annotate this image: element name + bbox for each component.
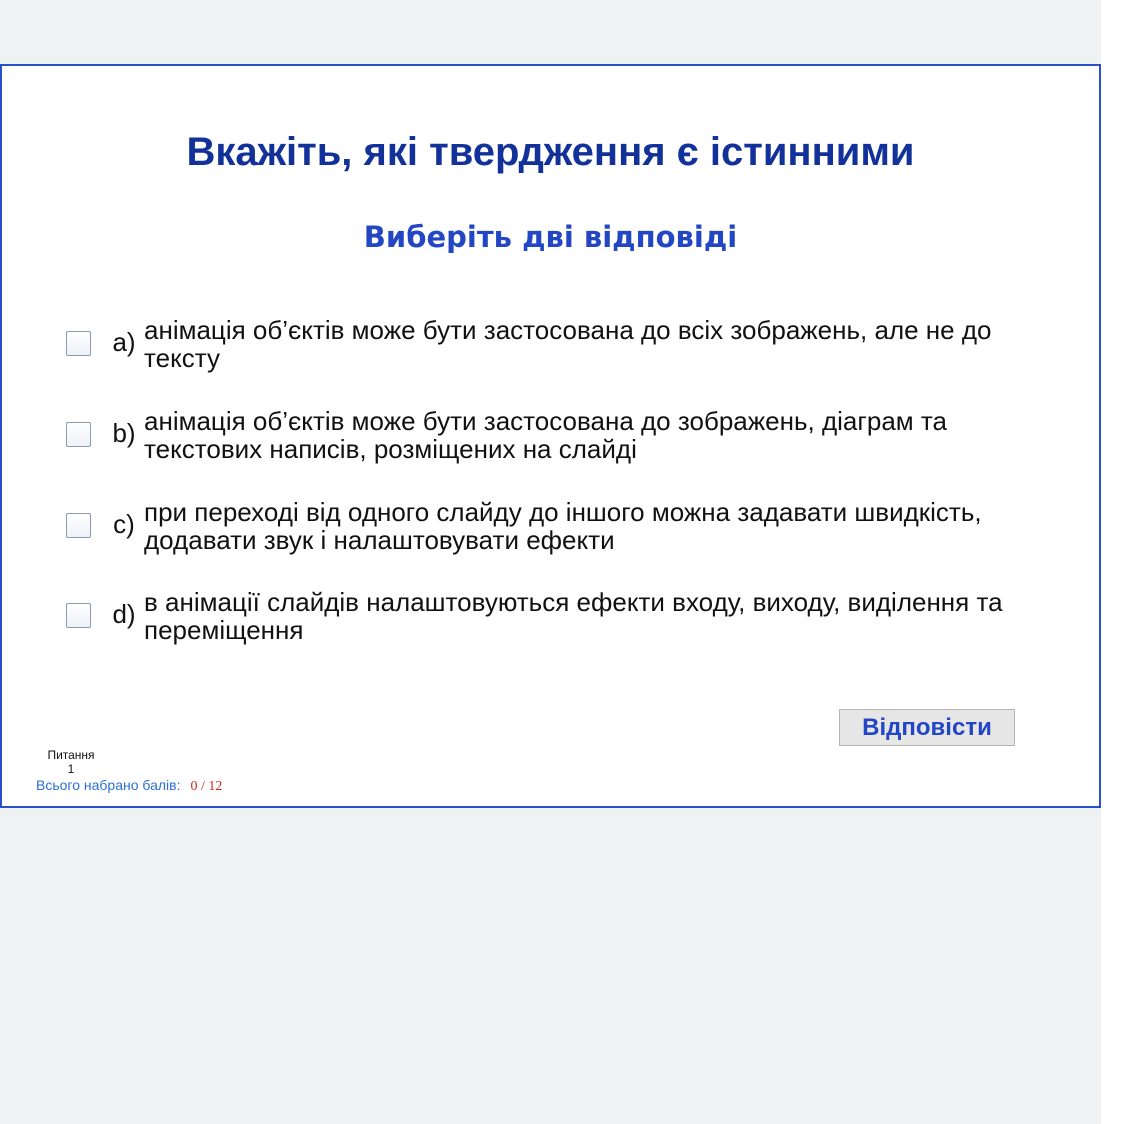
submit-answer-button[interactable]: Відповісти (839, 709, 1015, 746)
option-d-text: в анімації слайдів налаштовуються ефекти входу, виходу, виділення та переміщення (144, 587, 1003, 645)
question-counter-number: 1 (67, 762, 75, 776)
option-d-checkbox[interactable] (66, 603, 91, 628)
score-value: 0 / 12 (190, 779, 223, 794)
question-title: Вкажіть, які твердження є істинними (186, 130, 915, 174)
score-label: Всього набрано балів: (36, 777, 181, 793)
option-a[interactable] (2, 315, 1099, 390)
option-c-letter: c) (113, 509, 135, 539)
score-summary (36, 776, 222, 796)
option-c-checkbox[interactable] (66, 513, 91, 538)
option-b-letter: b) (112, 418, 136, 448)
question-counter (42, 748, 100, 776)
question-counter-label: Питання (47, 748, 95, 762)
option-a-checkbox[interactable] (66, 331, 91, 356)
option-d[interactable] (2, 587, 1099, 662)
option-c[interactable] (2, 497, 1099, 572)
option-d-letter: d) (112, 599, 136, 629)
option-a-text: анімація об’єктів може бути застосована до всіх зображень, але не до тексту (144, 315, 992, 373)
option-b-text: анімація об’єктів може бути застосована до зображень, діаграм та текстових написів, розміщених на слайді (144, 406, 947, 464)
option-c-text: при переході від одного слайду до іншого можна задавати швидкість, додавати звук і налаштовувати ефекти (144, 497, 982, 555)
option-b-checkbox[interactable] (66, 422, 91, 447)
option-b[interactable] (2, 406, 1099, 481)
question-instruction: Виберіть дві відповіді (363, 220, 738, 254)
quiz-frame (0, 64, 1101, 808)
option-a-letter: a) (112, 327, 136, 357)
